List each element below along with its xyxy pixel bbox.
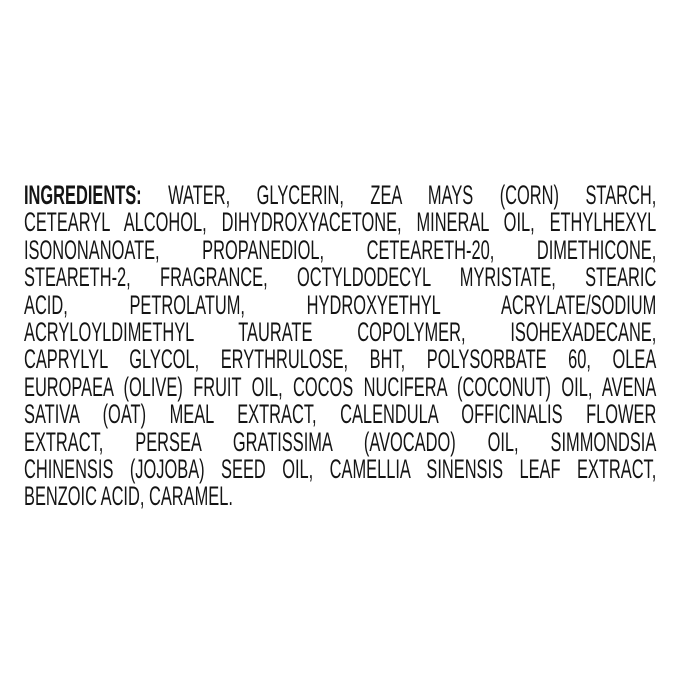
ingredients-line: EUROPAEA (OLIVE) FRUIT OIL, COCOS NUCIFERA (COCONUT) OIL, AVENA: [24, 371, 657, 402]
ingredients-line: CAPRYLYL GLYCOL, ERYTHRULOSE, BHT, POLYSORBATE 60, OLEA: [24, 344, 657, 375]
ingredients-line: ACRYLOYLDIMETHYL TAURATE COPOLYMER, ISOHEXADECANE,: [24, 317, 657, 348]
ingredients-line: STEARETH-2, FRAGRANCE, OCTYLDODECYL MYRISTATE, STEARIC: [24, 262, 657, 293]
ingredients-line: BENZOIC ACID, CARAMEL.: [24, 481, 233, 512]
ingredients-line: CHINENSIS (JOJOBA) SEED OIL, CAMELLIA SINENSIS LEAF EXTRACT,: [24, 454, 657, 485]
ingredients-paragraph: [24, 182, 656, 511]
ingredients-line: ISONONANOATE, PROPANEDIOL, CETEARETH-20, DIMETHICONE,: [24, 234, 657, 265]
ingredients-line: [24, 182, 656, 209]
ingredients-line: EXTRACT, PERSEA GRATISSIMA (AVOCADO) OIL, SIMMONDSIA: [24, 426, 657, 457]
ingredients-line: SATIVA (OAT) MEAL EXTRACT, CALENDULA OFFICINALIS FLOWER: [24, 399, 657, 430]
ingredients-line: CETEARYL ALCOHOL, DIHYDROXYACETONE, MINERAL OIL, ETHYLHEXYL: [24, 207, 657, 238]
ingredients-line: ACID, PETROLATUM, HYDROXYETHYL ACRYLATE/SODIUM: [24, 289, 657, 320]
ingredients-line-text: WATER, GLYCERIN, ZEA MAYS (CORN) STARCH,: [168, 180, 657, 210]
ingredients-heading: INGREDIENTS:: [24, 180, 142, 210]
